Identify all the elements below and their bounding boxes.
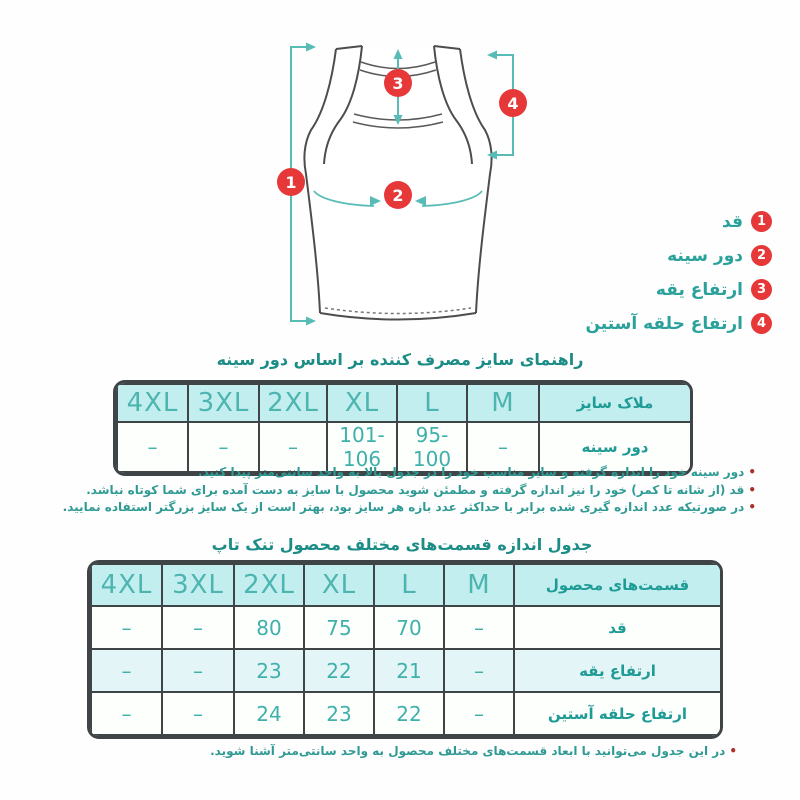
value-cell: – [467, 422, 539, 472]
legend-item-chest [667, 244, 772, 267]
value-cell: – [444, 692, 514, 735]
value-cell: – [91, 692, 162, 735]
value-cell: 24 [234, 692, 304, 735]
legend-label: ارتفاع یقه [655, 279, 743, 300]
row-label-cell: ارتفاع یقه [514, 649, 721, 692]
legend-label: دور سینه [667, 245, 743, 266]
note-text: قد (از شانه تا کمر) خود را نیز اندازه گرفته و مطمئن شوید محصول با سایز به دست آمده برای شما کوتاه نباشد. [86, 482, 745, 497]
value-cell: 101-106 [327, 422, 397, 472]
legend-item-armhole [585, 312, 772, 335]
column-header: L [397, 384, 467, 422]
column-header: ملاک سایز [539, 384, 691, 422]
value-cell: – [162, 606, 234, 649]
legend-marker-4: 4 [751, 313, 772, 334]
value-cell: – [117, 422, 188, 472]
size-guide-title: راهنمای سایز مصرف کننده بر اساس دور سینه [216, 350, 584, 369]
column-header: 3XL [162, 564, 234, 606]
bullet-icon: • [748, 482, 756, 497]
note-text: در صورتیکه عدد اندازه گیری شده برابر با حداکثر عدد بازه هر سایز بود، بهتر است از یک سایز بزرگتر استفاده نمایید. [62, 500, 745, 514]
value-cell: 23 [304, 692, 374, 735]
product-parts-table [87, 560, 723, 739]
table [116, 383, 692, 473]
table-row [91, 606, 721, 649]
bullet-icon: • [729, 744, 737, 758]
column-header: 4XL [91, 564, 162, 606]
table [90, 563, 722, 736]
value-cell: – [91, 606, 162, 649]
tank-top-diagram [258, 22, 543, 347]
arrow-icon [306, 43, 316, 52]
size-guide-table [113, 380, 693, 476]
value-cell: 95-100 [397, 422, 467, 472]
value-cell: – [444, 606, 514, 649]
legend-label: قد [722, 211, 743, 232]
note-line [63, 499, 756, 517]
row-label-cell: دور سینه [539, 422, 691, 472]
value-cell: 22 [374, 692, 444, 735]
column-header: 2XL [259, 384, 327, 422]
column-header: XL [327, 384, 397, 422]
legend-item-length [722, 210, 772, 233]
measurement-legend [585, 210, 772, 335]
marker-2-number: 2 [392, 186, 404, 205]
value-cell: – [188, 422, 259, 472]
note-line [210, 743, 737, 761]
value-cell: – [91, 649, 162, 692]
bullet-icon: • [748, 500, 756, 514]
table-row [91, 692, 721, 735]
bullet-icon: • [748, 465, 756, 479]
column-header: 3XL [188, 384, 259, 422]
note-line [63, 464, 756, 482]
product-table-note [210, 743, 737, 761]
column-header: XL [304, 564, 374, 606]
size-guide-notes [63, 464, 756, 517]
value-cell: – [259, 422, 327, 472]
marker-1 [277, 168, 305, 196]
legend-item-collar [656, 278, 772, 301]
note-text: دور سینه خود را اندازه گرفته و سایز مناسب خود را در جدول بالا به واحد سانتی‌متر پیدا کنید. [198, 465, 745, 479]
legend-label: ارتفاع حلقه آستین [585, 313, 743, 334]
column-header: M [467, 384, 539, 422]
value-cell: 22 [304, 649, 374, 692]
marker-4-number: 4 [507, 94, 519, 113]
value-cell: 21 [374, 649, 444, 692]
marker-3-number: 3 [392, 74, 404, 93]
arrow-icon [306, 317, 316, 326]
value-cell: 70 [374, 606, 444, 649]
arrow-icon [487, 51, 497, 60]
marker-1-number: 1 [285, 173, 297, 192]
value-cell: – [162, 649, 234, 692]
table-row [91, 649, 721, 692]
column-header: قسمت‌های محصول [514, 564, 721, 606]
column-header: L [374, 564, 444, 606]
note-text: در این جدول می‌توانید با ابعاد قسمت‌های مختلف محصول به واحد سانتی‌متر آشنا شوید. [210, 744, 726, 758]
note-line [63, 482, 756, 500]
column-header: 4XL [117, 384, 188, 422]
legend-marker-3: 3 [751, 279, 772, 300]
value-cell: – [444, 649, 514, 692]
row-label-cell: ارتفاع حلقه آستین [514, 692, 721, 735]
row-label-cell: قد [514, 606, 721, 649]
legend-marker-1: 1 [751, 211, 772, 232]
column-header: 2XL [234, 564, 304, 606]
value-cell: – [162, 692, 234, 735]
value-cell: 75 [304, 606, 374, 649]
product-table-title: جدول اندازه قسمت‌های مختلف محصول تنک تاپ [211, 535, 593, 554]
marker-3 [384, 69, 412, 97]
marker-4 [499, 89, 527, 117]
column-header: M [444, 564, 514, 606]
value-cell: 23 [234, 649, 304, 692]
legend-marker-2: 2 [751, 245, 772, 266]
marker-2 [384, 181, 412, 209]
value-cell: 80 [234, 606, 304, 649]
